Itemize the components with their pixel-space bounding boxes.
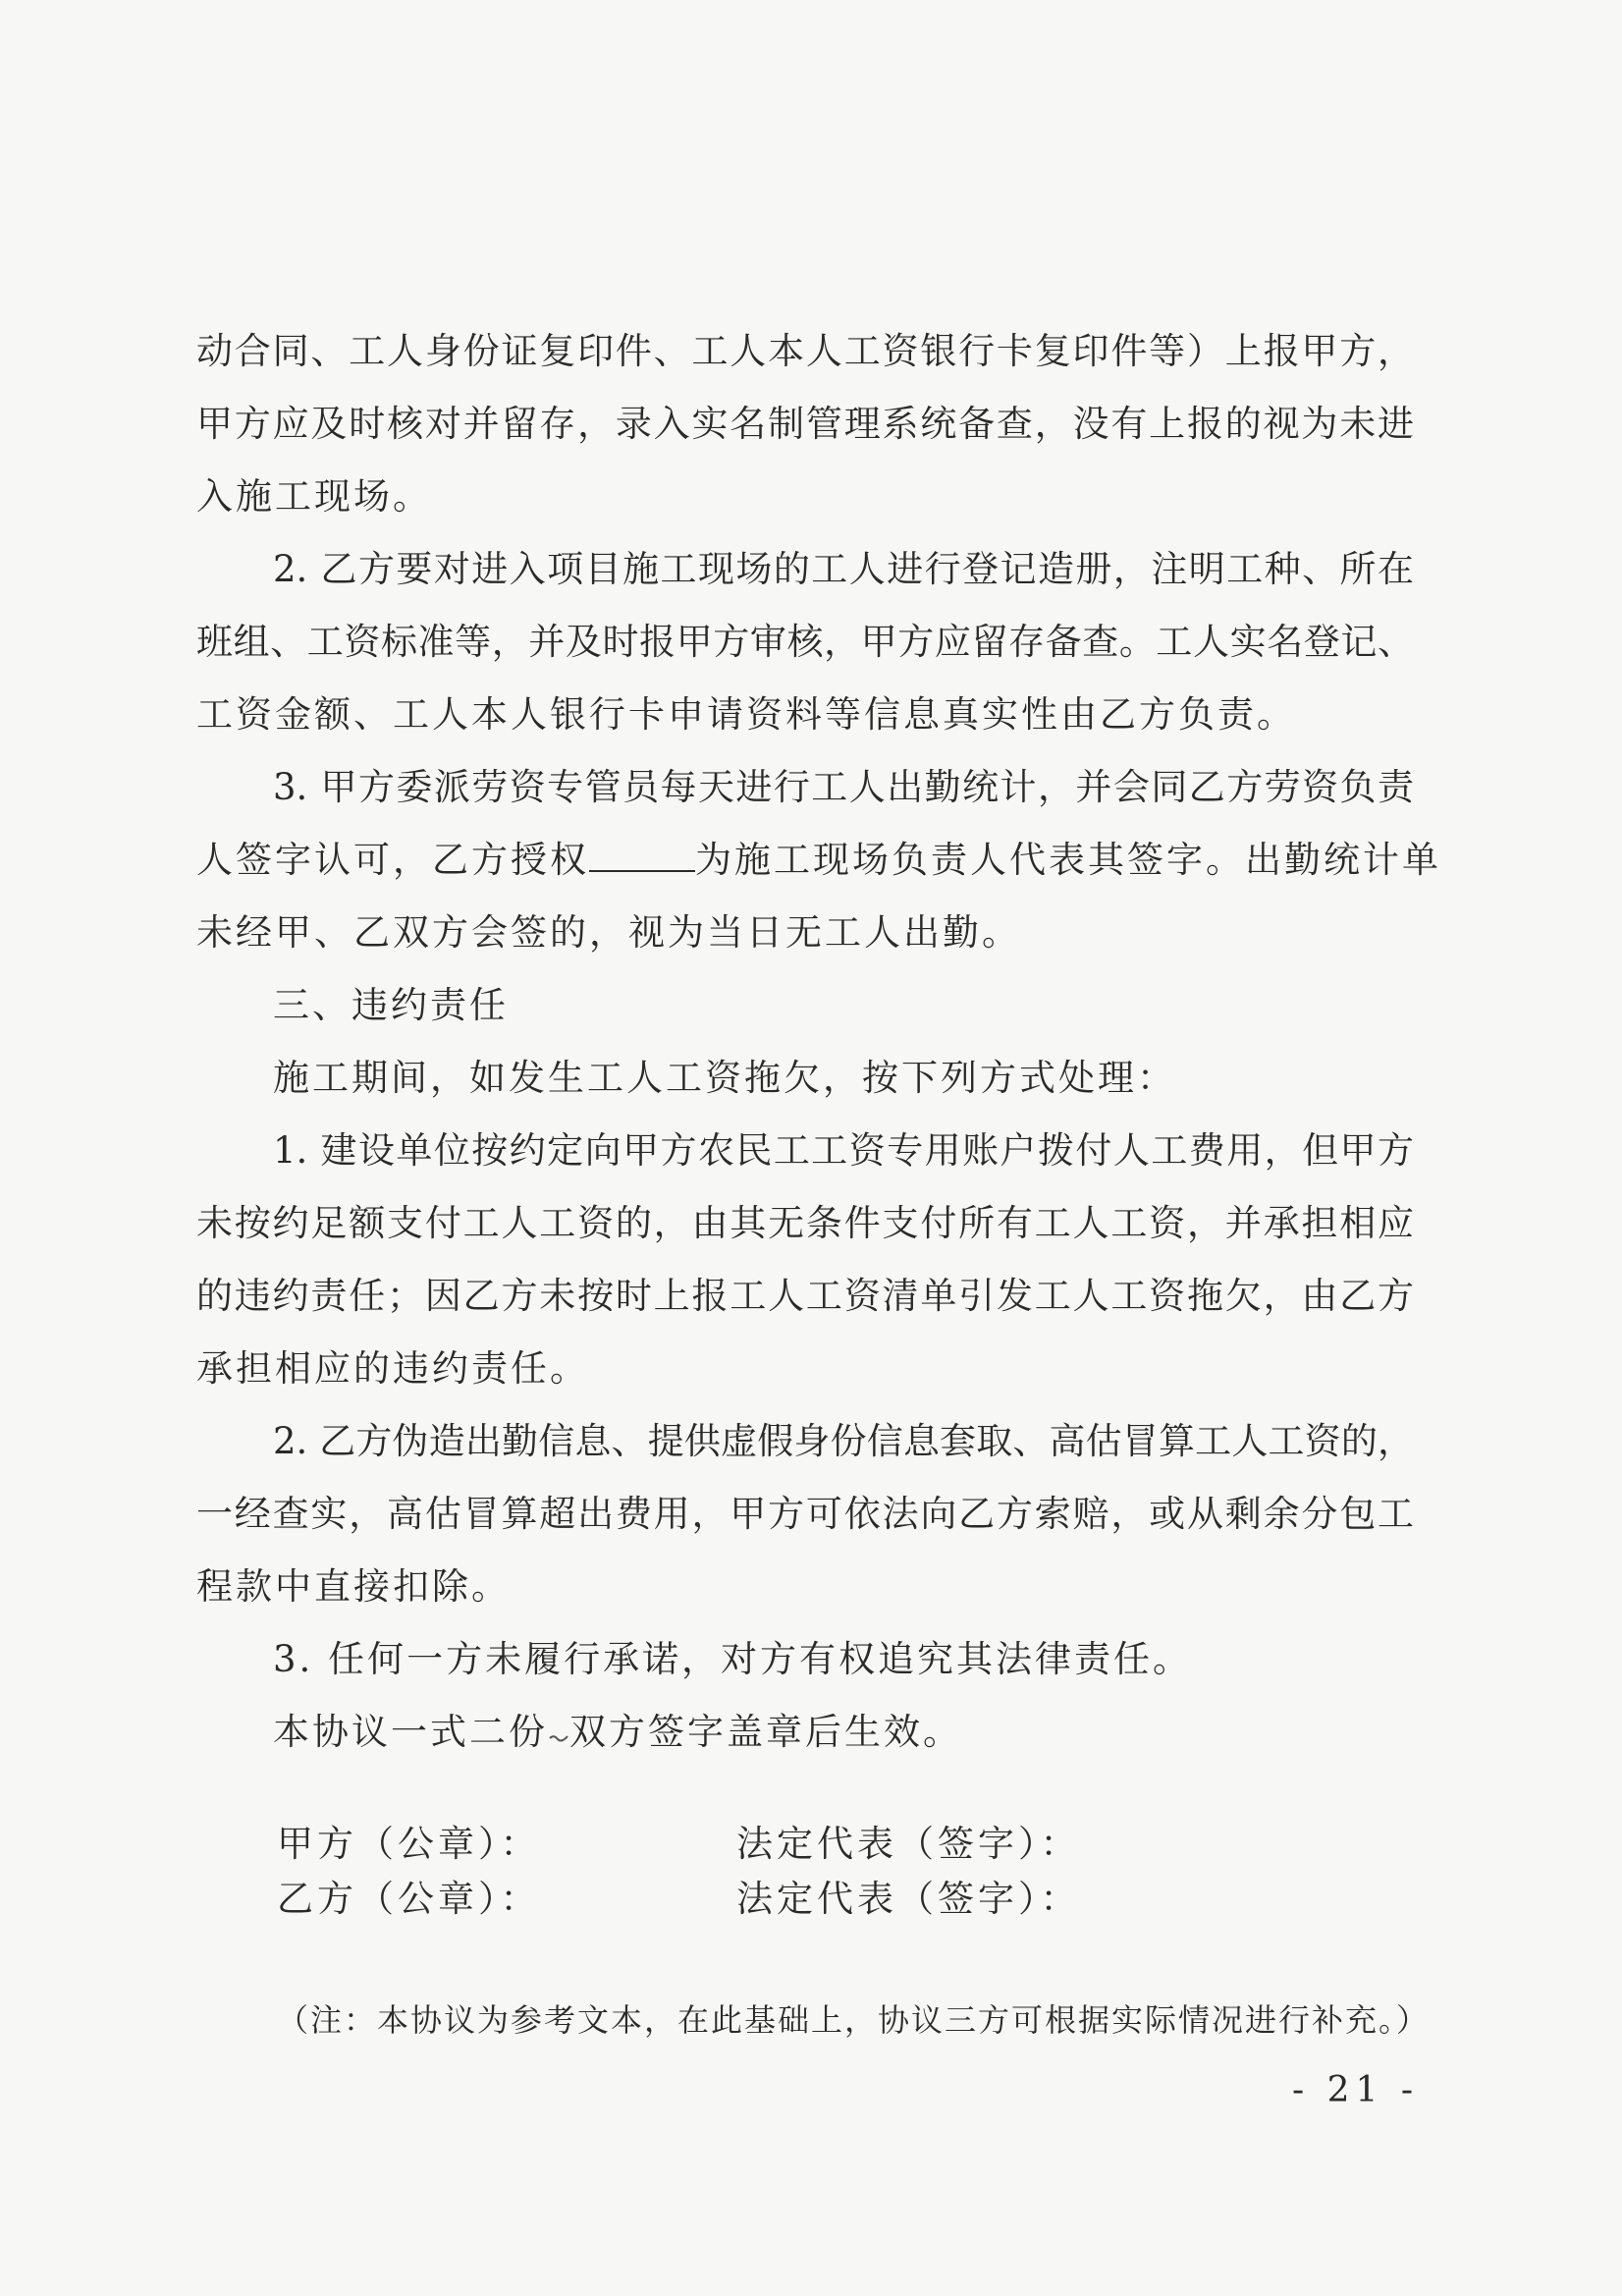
text-line: 甲方应及时核对并留存，录入实名制管理系统备查，没有上报的视为未进 xyxy=(196,403,1414,445)
text-line xyxy=(196,839,1441,882)
text-line xyxy=(273,1711,1414,1754)
text-line: 施工期间，如发生工人工资拖欠，按下列方式处理： xyxy=(273,1057,1176,1099)
text-line: 2. 乙方要对进入项目施工现场的工人进行登记造册，注明工种、所在 xyxy=(273,548,1414,590)
party-a-rep-label: 法定代表（签字）： xyxy=(736,1823,1081,1865)
blank-fill-line xyxy=(589,841,695,872)
text-segment: 双方签字盖章后生效。 xyxy=(569,1711,962,1753)
text-line: 程款中直接扣除。 xyxy=(196,1565,511,1608)
text-line: 一经查实，高估冒算超出费用，甲方可依法向乙方索赔，或从剩余分包工 xyxy=(196,1493,1414,1535)
text-segment: 人签字认可，乙方授权 xyxy=(196,839,589,881)
text-line: 的违约责任；因乙方未按时上报工人工资清单引发工人工资拖欠，由乙方 xyxy=(196,1275,1414,1317)
text-line: 工资金额、工人本人银行卡申请资料等信息真实性由乙方负责。 xyxy=(196,693,1296,736)
page-number: - 21 - xyxy=(1292,2070,1420,2110)
party-b-seal-label: 乙方（公章）： xyxy=(277,1878,541,1920)
text-line: 1. 建设单位按约定向甲方农民工工资专用账户拨付人工费用，但甲方 xyxy=(273,1129,1414,1172)
text-line: 未经甲、乙双方会签的，视为当日无工人出勤。 xyxy=(196,911,1021,954)
text-line: 班组、工资标准等，并及时报甲方审核，甲方应留存备查。工人实名登记、 xyxy=(196,621,1414,663)
party-b-rep-label: 法定代表（签字）： xyxy=(736,1878,1081,1920)
text-line: 入施工现场。 xyxy=(196,475,432,518)
text-line: 2. 乙方伪造出勤信息、提供虚假身份信息套取、高估冒算工人工资的， xyxy=(273,1420,1414,1462)
text-line: 3. 甲方委派劳资专管员每天进行工人出勤统计，并会同乙方劳资负责 xyxy=(273,766,1414,808)
text-line: 未按约足额支付工人工资的，由其无条件支付所有工人工资，并承担相应 xyxy=(196,1202,1414,1244)
ink-mark xyxy=(548,1732,569,1744)
text-segment: 本协议一式二份 xyxy=(273,1711,548,1753)
section-heading: 三、违约责任 xyxy=(273,984,509,1026)
text-line: 3. 任何一方未履行承诺，对方有权追究其法律责任。 xyxy=(273,1638,1193,1680)
text-line: 承担相应的违约责任。 xyxy=(196,1347,589,1390)
footnote: （注：本协议为参考文本，在此基础上，协议三方可根据实际情况进行补充。） xyxy=(277,2001,1431,2039)
text-segment: 为施工现场负责人代表其签字。出勤统计单 xyxy=(695,839,1441,881)
party-a-seal-label: 甲方（公章）： xyxy=(277,1823,541,1865)
text-line: 动合同、工人身份证复印件、工人本人工资银行卡复印件等）上报甲方， xyxy=(196,330,1414,372)
